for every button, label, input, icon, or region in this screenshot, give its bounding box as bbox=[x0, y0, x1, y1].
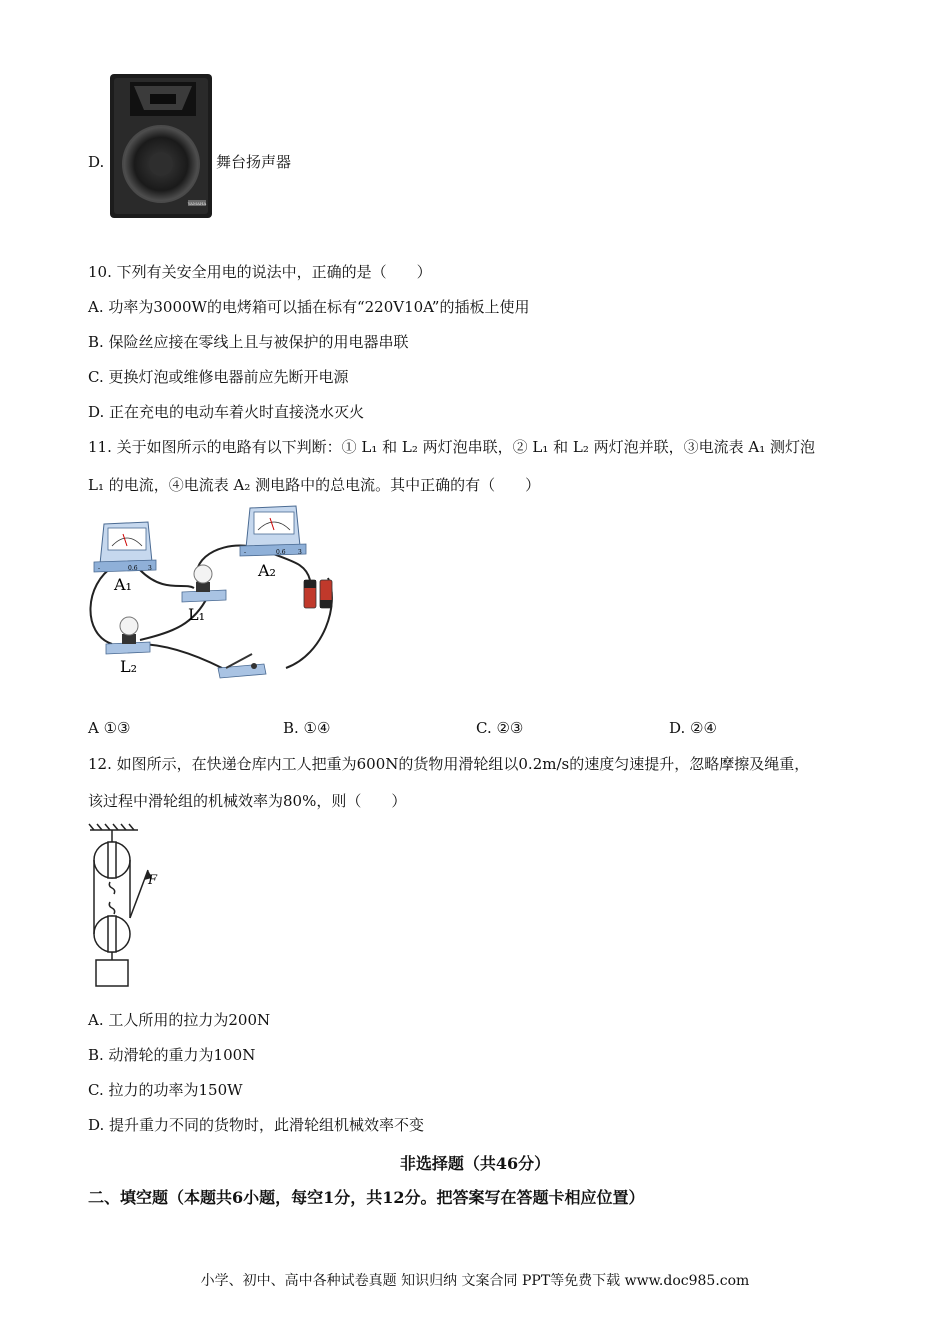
label-l1: L₁ bbox=[188, 605, 206, 624]
question-11-stem-line2: L₁ 的电流，④电流表 A₂ 测电路中的总电流。其中正确的有（ ） bbox=[88, 476, 541, 494]
force-label: F bbox=[148, 873, 158, 888]
question-12-option-c: C. 拉力的功率为150W bbox=[88, 1081, 243, 1099]
a1-scale-right: 3 bbox=[148, 565, 152, 572]
a2-scale-right: 3 bbox=[298, 549, 302, 556]
a2-scale-mid: 0.6 bbox=[276, 549, 286, 556]
circuit-diagram bbox=[84, 504, 364, 688]
section-title: 二、填空题（本题共6小题，每空1分，共12分。把答案写在答题卡相应位置） bbox=[88, 1188, 645, 1207]
page-footer: 小学、初中、高中各种试卷真题 知识归纳 文案合同 PPT等免费下载 www.doc985.com bbox=[200, 1273, 750, 1289]
a2-scale-minus: - bbox=[244, 549, 247, 556]
question-11-option-b: B. ①④ bbox=[283, 719, 331, 737]
question-12-option-b: B. 动滑轮的重力为100N bbox=[88, 1046, 256, 1064]
question-12-option-d: D. 提升重力不同的货物时，此滑轮组机械效率不变 bbox=[88, 1116, 425, 1134]
a1-scale-mid: 0.6 bbox=[128, 565, 138, 572]
speaker-image bbox=[106, 72, 216, 220]
lamp-l1 bbox=[182, 565, 226, 602]
question-12-option-a: A. 工人所用的拉力为200N bbox=[88, 1011, 271, 1029]
lamp-l2 bbox=[106, 617, 150, 654]
question-11-stem-line1: 11. 关于如图所示的电路有以下判断：① L₁ 和 L₂ 两灯泡串联，② L₁ 和 L₂ 两灯泡并联，③电流表 A₁ 测灯泡 bbox=[88, 438, 816, 456]
question-10-stem: 10. 下列有关安全用电的说法中，正确的是（ ） bbox=[88, 263, 432, 281]
question-10-option-b: B. 保险丝应接在零线上且与被保护的用电器串联 bbox=[88, 333, 409, 351]
question-10-option-a: A. 功率为3000W的电烤箱可以插在标有“220V10A”的插板上使用 bbox=[88, 298, 530, 316]
question-11-option-a: A ①③ bbox=[88, 719, 131, 737]
switch bbox=[218, 654, 266, 678]
pulley-diagram bbox=[86, 822, 176, 992]
question-10-option-d: D. 正在充电的电动车着火时直接浇水灭火 bbox=[88, 403, 365, 421]
question-12-stem-line2: 该过程中滑轮组的机械效率为80%，则（ ） bbox=[88, 792, 407, 810]
question-11-option-d: D. ②④ bbox=[669, 719, 717, 737]
part-title: 非选择题（共46分） bbox=[399, 1154, 551, 1173]
option-d-letter: D. bbox=[88, 153, 105, 171]
battery-pack bbox=[304, 580, 332, 608]
label-a1: A₁ bbox=[114, 575, 132, 594]
speaker-logo-text: YAMAHA bbox=[187, 201, 207, 206]
option-d-text: 舞台扬声器 bbox=[216, 153, 292, 171]
a1-scale-minus: - bbox=[98, 565, 101, 572]
question-12-stem-line1: 12. 如图所示，在快递仓库内工人把重为600N的货物用滑轮组以0.2m/s的速度匀速提升，忽略摩擦及绳重， bbox=[88, 755, 810, 773]
ammeter-a2 bbox=[240, 506, 306, 556]
question-10-option-c: C. 更换灯泡或维修电器前应先断开电源 bbox=[88, 368, 349, 386]
question-11-option-c: C. ②③ bbox=[476, 719, 524, 737]
ammeter-a1 bbox=[94, 522, 156, 572]
label-l2: L₂ bbox=[120, 657, 138, 676]
label-a2: A₂ bbox=[258, 561, 276, 580]
